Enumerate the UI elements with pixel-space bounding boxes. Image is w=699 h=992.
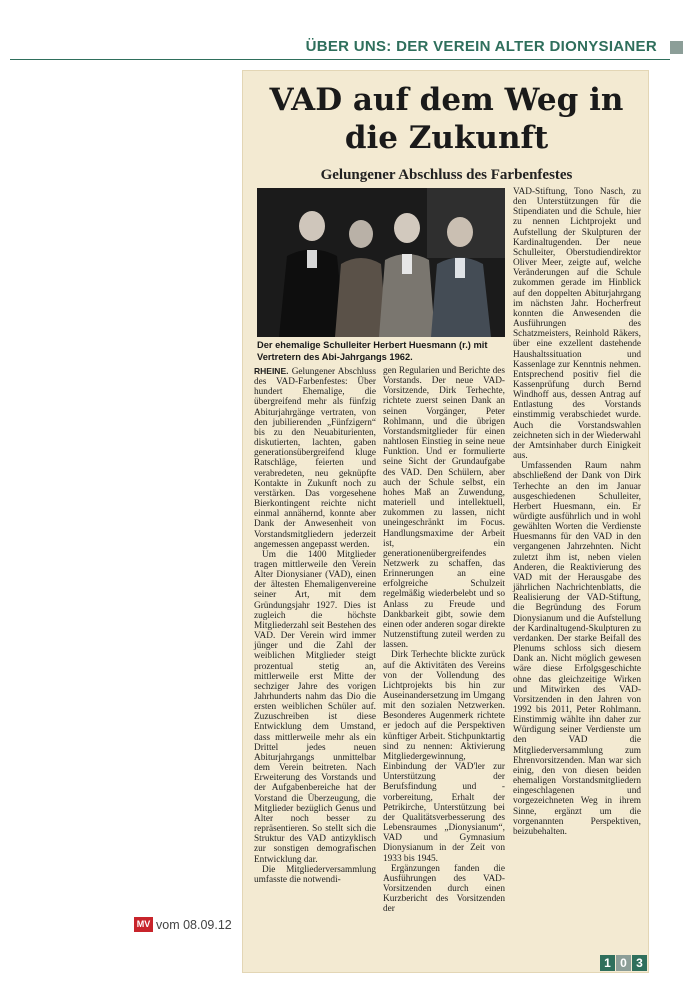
newspaper-clipping	[242, 70, 649, 973]
article-headline: VAD auf dem Weg in die Zukunft	[269, 82, 624, 156]
header-square-icon	[670, 41, 683, 54]
article-column-3	[513, 187, 641, 837]
section-title: ÜBER UNS: DER VEREIN ALTER DIONYSIANER	[305, 38, 657, 55]
article-paragraph: Um die 1400 Mitglieder tragen mittlerweile den Verein Alter Dionysianer (VAD), einen der ältesten Ehemaligenvereine seiner Art, mit dem Gründungsjahr 1927. Dies ist zugleich die höchste Mitgliederzahl seit Bestehen des VAD. Der Verein wird immer jünger und die Zahl der weiblichen Mitglieder steigt prozentual stetig an, mittlerweile erst Mitte der sechziger Jahre des vorigen Jahrhunderts nahm das Dio die ersten weiblichen Schüler auf. Zuzuschreiben ist diese Entwicklung dem Umstand, dass mittlerweile mehr als ein Drittel jedes neuen Abiturjahrgangs unmittelbar dem Verein beitreten. Nach Erweiterung des Vorstands und der Aufgabenbereiche hat der Vorstand die Überzeugung, die Mitglieder bezüglich Genus und Alter noch besser zu repräsentieren. So stellt sich die Struktur des VAD antizyklisch zur sonstigen demografischen Entwicklung dar.	[254, 549, 376, 865]
article-paragraph: Umfassenden Raum nahm abschließend der Dank von Dirk Terhechte an den im Januar ausgeschiedenen Schulleiter, Herbert Huesmann, ein. Er würdigte ausführlich und in wohl gewählten Worten die Verdienste Huesmanns für den VAD in den vergangenen Jahrzehnten. Nicht zuletzt ihm ist, neben vielen Anderen, die Reaktivierung des VAD mit der Herausgabe des jährlichen Nachrichtenblatts, die Realisierung der VAD-Stiftung, die Begründung des Forum Dionysianum und die Aufstellung der Kardinaltugend-Skulpturen zu verdanken. Der starke Beifall des Plenums schloss sich diesem Dank an. Nicht möglich gewesen wäre diese Erfolgsgeschichte ohne das gleichzeitige Wirken und Mitwirken des VAD-Vorsitzenden in den Jahren von 1992 bis 2011, Peter Rohlmann. Einstimmig wählte ihn daher zur Würdigung seiner Verdienste um den VAD die Mitgliederversammlung zum Ehrenvorsitzenden. Man war sich einig, den von diesen beiden ehemaligen Vorstandsmitgliedern eingeschlagenen und vorgezeichneten Weg in ihrem Sinne, ergänzt um die vorgenannten Perspektiven, beizubehalten.	[513, 461, 641, 837]
page-number	[599, 954, 647, 970]
article-column-1	[254, 366, 376, 885]
newspaper-logo-icon: MV	[134, 917, 153, 932]
header-divider	[10, 59, 670, 60]
article-paragraph: gen Regularien und Berichte des Vorstands. Der neue VAD-Vorsitzende, Dirk Terhechte, richtete zuerst seinen Dank an seinen Vorgänger, Peter Rohlmann, und die übrigen Vorstandsmitglieder für einen nahtlosen Einstieg in seine neue Funktion. Und er formulierte seine Sicht der Grundaufgabe des VAD. Den Schülern, aber auch der Schule selbst, ein hohes Maß an Zuwendung, materiell und intellektuell, zukommen zu lassen, nicht uneingeschränkt im Focus. Handlungsmaxime der Arbeit ist, ein generationenübergreifendes Netzwerk zu schaffen, das Erinnerungen an eine erfolgreiche Schulzeit regelmäßig wiederbelebt und so Anlass zu Freude und Dankbarkeit gibt, sowie dem einen oder anderen sogar direkte Nutzenstiftung zuteil werden zu lassen.	[383, 366, 505, 651]
article-subheadline: Gelungener Abschluss des Farbenfestes	[320, 167, 573, 183]
article-column-2	[383, 366, 505, 914]
page-number-digit: 0	[616, 955, 631, 971]
dateline: RHEINE.	[254, 366, 289, 376]
article-paragraph: Dirk Terhechte blickte zurück auf die Aktivitäten des Vereins von der Vollendung des Lichtprojekts bis hin zur Auseinandersetzung im Umgang mit den sozialen Netzwerken. Besonderes Augenmerk richtete er jedoch auf die Perspektiven künftiger Arbeit. Stichpunktartig sind zu nennen: Aktivierung Mitgliedergewinnung, Einbindung der VAD'ler zur Unterstützung der Berufsfindung und -vorbereitung, Erhalt der Petrikirche, Unterstützung bei der Qualitätsverbesserung des Lebensraumes „Dionysianum“, VAD und Gymnasium Dionysianum in der Zeit von 1933 bis 1945.	[383, 650, 505, 864]
page-number-digit: 3	[632, 955, 647, 971]
page-number-digit: 1	[600, 955, 615, 971]
source-note	[134, 916, 232, 932]
article-paragraph: Die Mitgliederversammlung umfasste die notwendi-	[254, 864, 376, 885]
article-paragraph: VAD-Stiftung, Tono Nasch, zu den Unterstützungen für die Stipendiaten und die Schule, hier zu nennen Lichtprojekt und Aufstellung der Skulpturen der Kardinaltugenden. Der neue Schulleiter, Oberstudiendirektor Oliver Meer, zeigte auf, welche Veränderungen auf die Schule zukommen gerade im Hinblick auf den doppelten Abiturjahrgang im nächsten Jahr. Hocherfreut konnten die Anwesenden die Ausführungen des Schatzmeisters, Reinhold Räkers, über eine exzellent dastehende Haushaltssituation und Kassenlage zur Kenntnis nehmen. Entsprechend positiv fiel die Kassenprüfung durch Bernd Windhoff aus, dessen Antrag auf Entlastung des Vorstands einstimmig verabschiedet wurde. Auch die Vorstandswahlen zeichneten sich in der Wiederwahl der Amtsinhaber durch Einigkeit aus.	[513, 187, 642, 462]
page-header	[0, 38, 699, 62]
article-paragraph: Ergänzungen fanden die Ausführungen des VAD-Vorsitzenden durch einen Kurzbericht des Vorsitzenden der	[383, 863, 505, 915]
source-date: vom 08.09.12	[156, 917, 232, 932]
photo-caption: Der ehemalige Schulleiter Herbert Huesmann (r.) mit Vertretern des Abi-Jahrgangs 1962.	[257, 340, 488, 362]
article-photo	[257, 188, 505, 337]
article-paragraph: RHEINE. Gelungener Abschluss des VAD-Farbenfestes: Über hundert Ehemalige, die übergreifend mehr als fünfzig Abiturjahrgänge vertraten, von den jubilierenden „Fünfzigern“ bis zu den Neuabiturienten, diskutierten, lachten, gaben generationsübergreifend kluge Ratschläge, feierten und verabredeten, neu geknüpfte Kontakte in Zukunft noch zu verstärken. Das vorgesehene Bierkontingent reichte nicht einmal annähernd, konnte aber Dank der Anwesenheit von Vorstandsmitgliedern jederzeit angemessen angepasst werden.	[254, 366, 376, 550]
